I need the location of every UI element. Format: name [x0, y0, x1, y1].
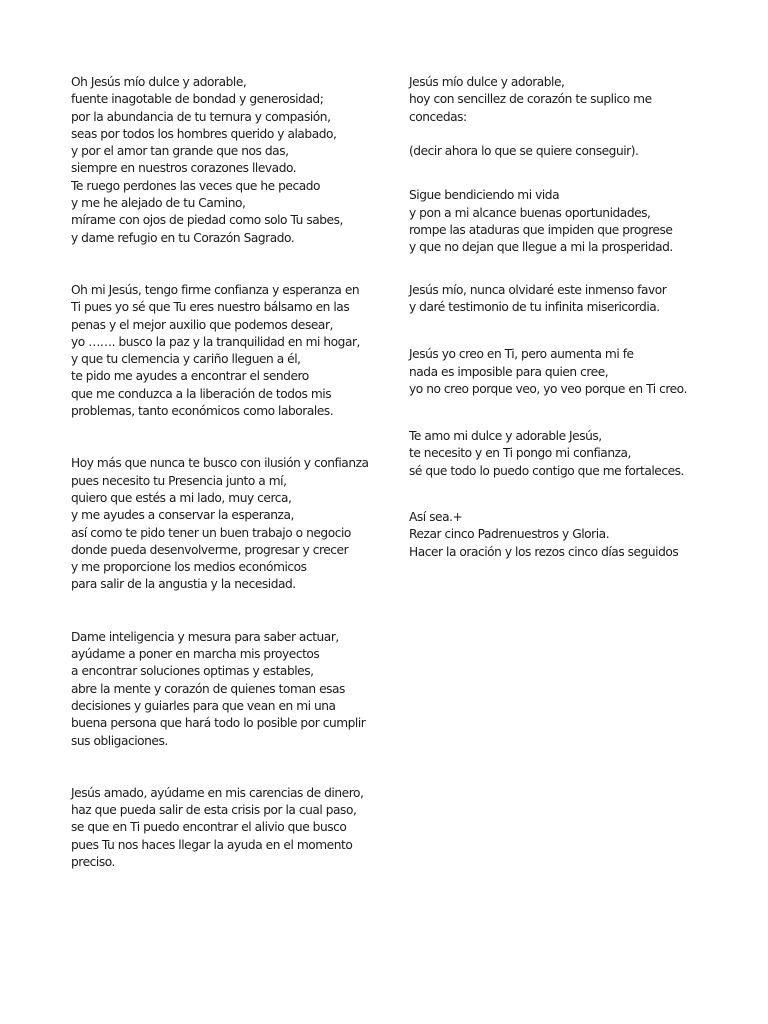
stanza-r4 [409, 346, 709, 398]
text-line: se que en Ti puedo encontrar el alivio que busco [71, 820, 347, 835]
text-line: y que no dejan que llegue a mi la prosperidad. [409, 240, 673, 255]
text-line: te pido me ayudes a encontrar el sendero [71, 369, 309, 384]
stanza-r3 [409, 282, 709, 317]
text-line: Ti pues yo sé que Tu eres nuestro bálsamo en las [71, 300, 350, 315]
stanza-r6 [409, 509, 709, 561]
stanza-5 [71, 785, 371, 871]
text-line: que me conduzca a la liberación de todos mis [71, 386, 332, 401]
text-line: Te ruego perdones las veces que he pecado [71, 178, 321, 193]
text-line: Rezar cinco Padrenuestros y Gloria. [409, 527, 610, 542]
text-line: a encontrar soluciones optimas y estables, [71, 664, 314, 679]
text-line: para salir de la angustia y la necesidad. [71, 577, 296, 592]
stanza-1 [71, 74, 371, 247]
text-line: pues necesito tu Presencia junto a mí, [71, 473, 287, 488]
text-line: rompe las ataduras que impiden que progrese [409, 223, 673, 238]
text-line: yo ……. busco la paz y la tranquilidad en mi hogar, [71, 334, 360, 349]
text-line: sus obligaciones. [71, 733, 168, 748]
text-line: Jesús mío dulce y adorable, [409, 75, 565, 89]
text-line: y me he alejado de tu Camino, [71, 196, 246, 211]
stanza-2 [71, 282, 371, 420]
text-line: y pon a mi alcance buenas oportunidades, [409, 205, 651, 220]
stanza-r1 [409, 74, 709, 160]
text-line: Hoy más que nunca te busco con ilusión y confianza [71, 456, 369, 471]
text-line: Dame inteligencia y mesura para saber actuar, [71, 629, 339, 644]
text-line: siempre en nuestros corazones llevado. [71, 161, 297, 176]
text-line: te necesito y en Ti pongo mi confianza, [409, 446, 631, 461]
stanza-3 [71, 455, 371, 593]
text-line: y que tu clemencia y cariño lleguen a él, [71, 352, 301, 367]
text-line: nada es imposible para quien cree, [409, 364, 609, 379]
text-line: buena persona que hará todo lo posible por cumplir [71, 716, 366, 731]
stanza-4 [71, 629, 371, 750]
text-line: seas por todos los hombres querido y alabado, [71, 126, 337, 141]
text-line: Así sea.+ [409, 510, 463, 525]
text-line: y me ayudes a conservar la esperanza, [71, 508, 294, 523]
text-line: (decir ahora lo que se quiere conseguir). [409, 144, 639, 159]
text-line: y dame refugio en tu Corazón Sagrado. [71, 230, 295, 245]
text-line: sé que todo lo puedo contigo que me fortaleces. [409, 463, 684, 478]
text-line: abre la mente y corazón de quienes toman esas [71, 681, 345, 696]
text-line: Jesús mío, nunca olvidaré este inmenso favor [409, 282, 667, 297]
right-column [409, 74, 709, 561]
stanza-r2 [409, 187, 709, 256]
text-line: penas y el mejor auxilio que podemos desear, [71, 317, 333, 332]
text-line: Oh mi Jesús, tengo firme confianza y esperanza en [71, 282, 360, 297]
text-line: haz que pueda salir de esta crisis por la cual paso, [71, 803, 357, 818]
text-line: y daré testimonio de tu infinita misericordia. [409, 299, 660, 314]
stanza-r5 [409, 428, 709, 480]
text-line: Te amo mi dulce y adorable Jesús, [409, 429, 602, 444]
text-line: Jesús yo creo en Ti, pero aumenta mi fe [409, 347, 634, 362]
text-line: quiero que estés a mi lado, muy cerca, [71, 490, 292, 505]
text-line: decisiones y guiarles para que vean en mi una [71, 698, 336, 713]
text-line: así como te pido tener un buen trabajo o negocio [71, 525, 351, 540]
text-line: preciso. [71, 854, 115, 869]
text-line: concedas: [409, 109, 467, 124]
text-line: y por el amor tan grande que nos das, [71, 144, 289, 159]
text-line: Sigue bendiciendo mi vida [409, 188, 560, 203]
text-line: problemas, tanto económicos como laborales. [71, 404, 334, 419]
text-line: fuente inagotable de bondad y generosidad; [71, 92, 324, 107]
text-line: yo no creo porque veo, yo veo porque en Ti creo. [409, 381, 687, 396]
left-column [71, 74, 371, 871]
text-line: y me proporcione los medios económicos [71, 560, 307, 575]
text-line: por la abundancia de tu ternura y compasión, [71, 109, 331, 124]
text-line: hoy con sencillez de corazón te suplico me [409, 92, 652, 107]
text-line: donde pueda desenvolverme, progresar y crecer [71, 542, 349, 557]
blank-line [409, 126, 709, 143]
text-line: mírame con ojos de piedad como solo Tu sabes, [71, 213, 343, 228]
text-line: Oh Jesús mío dulce y adorable, [71, 75, 247, 89]
text-line: ayúdame a poner en marcha mis proyectos [71, 647, 320, 662]
text-line: Jesús amado, ayúdame en mis carencias de dinero, [71, 785, 364, 800]
text-line: pues Tu nos haces llegar la ayuda en el momento [71, 837, 353, 852]
text-line: Hacer la oración y los rezos cinco días seguidos [409, 544, 679, 559]
